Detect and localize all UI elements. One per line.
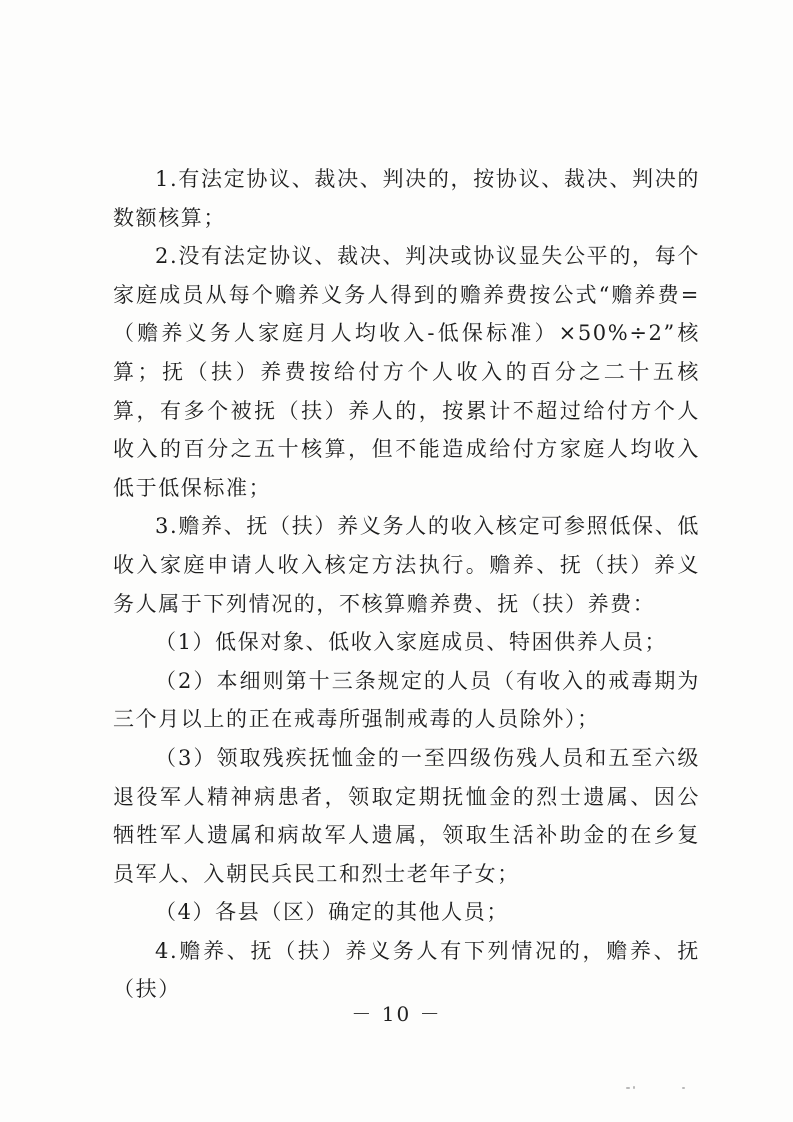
paragraph-subitem-2: （2）本细则第十三条规定的人员（有收入的戒毒期为三个月以上的正在戒毒所强制戒毒的人员除外）； [113, 668, 700, 732]
paragraph-item-3: 3.赡养、抚（扶）养义务人的收入核定可参照低保、低收入家庭申请人收入核定方法执行。赡养、抚（扶）养义务人属于下列情况的，不核算赡养费、抚（扶）养费： [113, 514, 700, 616]
page-number: － 10 － [351, 1002, 442, 1026]
scan-speck [626, 1087, 630, 1089]
paragraph-item-4: 4.赡养、抚（扶）养义务人有下列情况的，赡养、抚（扶） [113, 938, 700, 1002]
paragraph-subitem-1: （1）低保对象、低收入家庭成员、特困供养人员； [155, 630, 668, 655]
paragraph-item-1: 1.有法定协议、裁决、判决的，按协议、裁决、判决的数额核算； [113, 167, 700, 230]
scan-speck [682, 1087, 685, 1089]
paragraph-subitem-3: （3）领取残疾抚恤金的一至四级伤残人员和五至六级退役军人精神病患者，领取定期抚恤金的烈士遗属、因公牺牲军人遗属和病故军人遗属，领取生活补助金的在乡复员军人、入朝民兵民工和烈士老年子女； [113, 745, 700, 886]
scan-speck [633, 1086, 635, 1089]
document-body [113, 160, 700, 1009]
paragraph-item-2: 2.没有法定协议、裁决、判决或协议显失公平的，每个家庭成员从每个赡养义务人得到的赡养费按公式“赡养费=（赡养义务人家庭月人均收入-低保标准）×50%÷2”核算；抚（扶）养费按给付方个人收入的百分之二十五核算，有多个被抚（扶）养人的，按累计不超过给付方个人收入的百分之五十核算，但不能造成给付方家庭人均收入低于低保标准； [113, 244, 700, 500]
paragraph-subitem-4: （4）各县（区）确定的其他人员； [155, 900, 509, 925]
